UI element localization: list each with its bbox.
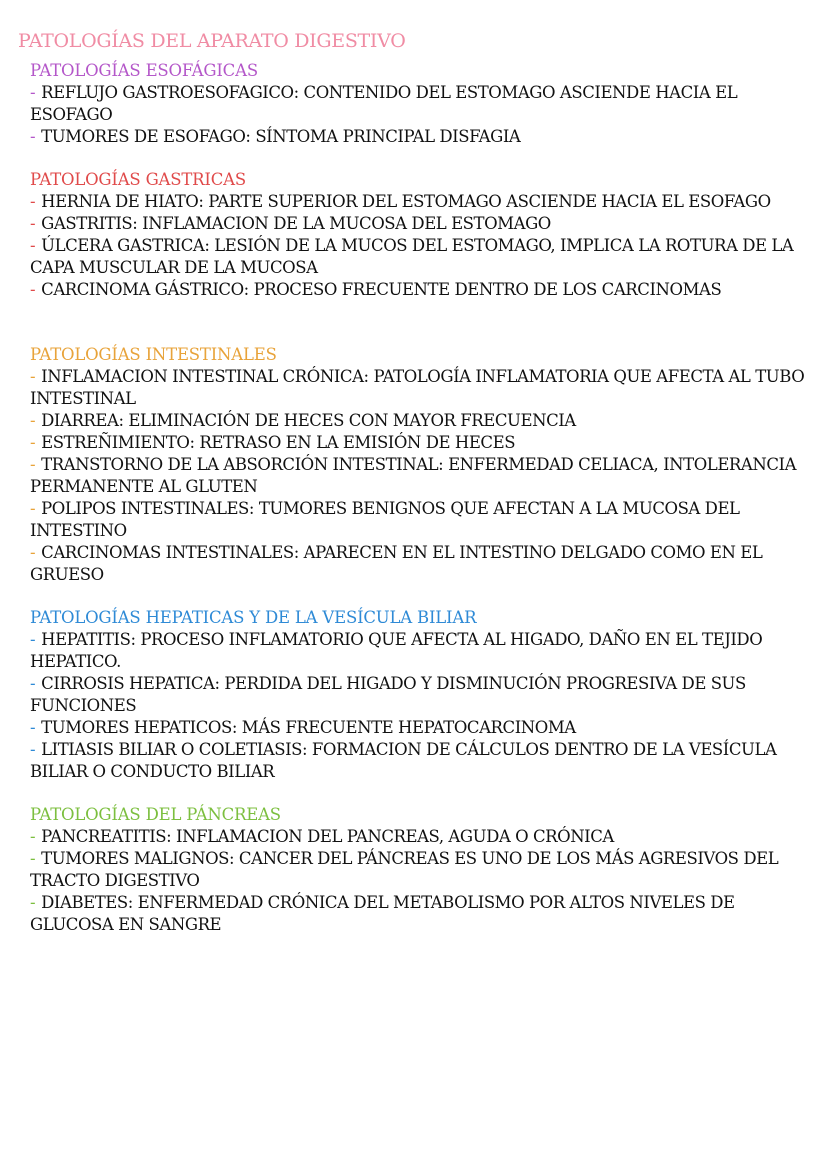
bullet-dash: -	[30, 740, 36, 759]
item-text: CIRROSIS HEPATICA: PERDIDA DEL HIGADO Y DISMINUCIÓN PROGRESIVA DE SUS FUNCIONES	[30, 674, 746, 715]
item-text: HEPATITIS: PROCESO INFLAMATORIO QUE AFECTA AL HIGADO, DAÑO EN EL TEJIDO HEPATICO.	[30, 630, 763, 671]
list-item	[30, 892, 820, 936]
list-item	[30, 432, 820, 454]
bullet-dash: -	[30, 718, 36, 737]
bullet-dash: -	[30, 499, 36, 518]
section-title: PATOLOGÍAS ESOFÁGICAS	[30, 61, 258, 80]
item-text: DIABETES: ENFERMEDAD CRÓNICA DEL METABOLISMO POR ALTOS NIVELES DE GLUCOSA EN SANGRE	[30, 893, 735, 934]
bullet-dash: -	[30, 83, 36, 102]
bullet-dash: -	[30, 214, 36, 233]
list-item	[30, 82, 820, 126]
item-text: CARCINOMAS INTESTINALES: APARECEN EN EL INTESTINO DELGADO COMO EN EL GRUESO	[30, 543, 763, 584]
item-text: LITIASIS BILIAR O COLETIASIS: FORMACION DE CÁLCULOS DENTRO DE LA VESÍCULA BILIAR O CONDUCTO BILIAR	[30, 740, 777, 781]
bullet-dash: -	[30, 827, 36, 846]
list-item	[30, 826, 820, 848]
list-item	[30, 498, 820, 542]
bullet-dash: -	[30, 849, 36, 868]
item-text: PANCREATITIS: INFLAMACION DEL PANCREAS, AGUDA O CRÓNICA	[41, 827, 614, 846]
item-text: INFLAMACION INTESTINAL CRÓNICA: PATOLOGÍA INFLAMATORIA QUE AFECTA AL TUBO INTESTINAL	[30, 367, 805, 408]
list-item	[30, 410, 820, 432]
section-title: PATOLOGÍAS GASTRICAS	[30, 170, 246, 189]
item-text: ESTREÑIMIENTO: RETRASO EN LA EMISIÓN DE HECES	[41, 433, 516, 452]
page-title: PATOLOGÍAS DEL APARATO DIGESTIVO	[18, 30, 406, 52]
section-title: PATOLOGÍAS DEL PÁNCREAS	[30, 805, 281, 824]
bullet-dash: -	[30, 280, 36, 299]
section-esofagicas	[30, 60, 820, 148]
item-text: POLIPOS INTESTINALES: TUMORES BENIGNOS QUE AFECTAN A LA MUCOSA DEL INTESTINO	[30, 499, 740, 540]
bullet-dash: -	[30, 127, 36, 146]
item-text: CARCINOMA GÁSTRICO: PROCESO FRECUENTE DENTRO DE LOS CARCINOMAS	[41, 280, 722, 299]
bullet-dash: -	[30, 543, 36, 562]
bullet-dash: -	[30, 433, 36, 452]
list-item	[30, 673, 820, 717]
list-item	[30, 279, 820, 301]
bullet-dash: -	[30, 236, 36, 255]
bullet-dash: -	[30, 630, 36, 649]
item-text: HERNIA DE HIATO: PARTE SUPERIOR DEL ESTOMAGO ASCIENDE HACIA EL ESOFAGO	[41, 192, 771, 211]
list-item	[30, 191, 820, 213]
section-title: PATOLOGÍAS HEPATICAS Y DE LA VESÍCULA BILIAR	[30, 608, 477, 627]
item-text: TUMORES DE ESOFAGO: SÍNTOMA PRINCIPAL DISFAGIA	[41, 127, 521, 146]
item-text: ÚLCERA GASTRICA: LESIÓN DE LA MUCOS DEL ESTOMAGO, IMPLICA LA ROTURA DE LA CAPA MUSCULAR DE LA MUCOSA	[30, 236, 794, 277]
list-item	[30, 235, 820, 279]
list-item	[30, 542, 820, 586]
item-text: TRANSTORNO DE LA ABSORCIÓN INTESTINAL: ENFERMEDAD CELIACA, INTOLERANCIA PERMANENTE AL GLUTEN	[30, 455, 797, 496]
section-title: PATOLOGÍAS INTESTINALES	[30, 345, 277, 364]
section-intestinales	[30, 344, 820, 586]
section-gastricas	[30, 169, 820, 301]
section-pancreas	[30, 804, 820, 936]
list-item	[30, 213, 820, 235]
bullet-dash: -	[30, 367, 36, 386]
bullet-dash: -	[30, 455, 36, 474]
bullet-dash: -	[30, 411, 36, 430]
item-text: DIARREA: ELIMINACIÓN DE HECES CON MAYOR FRECUENCIA	[41, 411, 576, 430]
list-item	[30, 629, 820, 673]
item-text: GASTRITIS: INFLAMACION DE LA MUCOSA DEL ESTOMAGO	[41, 214, 551, 233]
list-item	[30, 848, 820, 892]
item-text: REFLUJO GASTROESOFAGICO: CONTENIDO DEL ESTOMAGO ASCIENDE HACIA EL ESOFAGO	[30, 83, 738, 124]
list-item	[30, 739, 820, 783]
item-text: TUMORES HEPATICOS: MÁS FRECUENTE HEPATOCARCINOMA	[41, 718, 576, 737]
list-item	[30, 717, 820, 739]
bullet-dash: -	[30, 893, 36, 912]
list-item	[30, 366, 820, 410]
list-item	[30, 126, 820, 148]
list-item	[30, 454, 820, 498]
item-text: TUMORES MALIGNOS: CANCER DEL PÁNCREAS ES UNO DE LOS MÁS AGRESIVOS DEL TRACTO DIGESTIVO	[30, 849, 779, 890]
section-hepaticas	[30, 607, 820, 783]
bullet-dash: -	[30, 192, 36, 211]
bullet-dash: -	[30, 674, 36, 693]
